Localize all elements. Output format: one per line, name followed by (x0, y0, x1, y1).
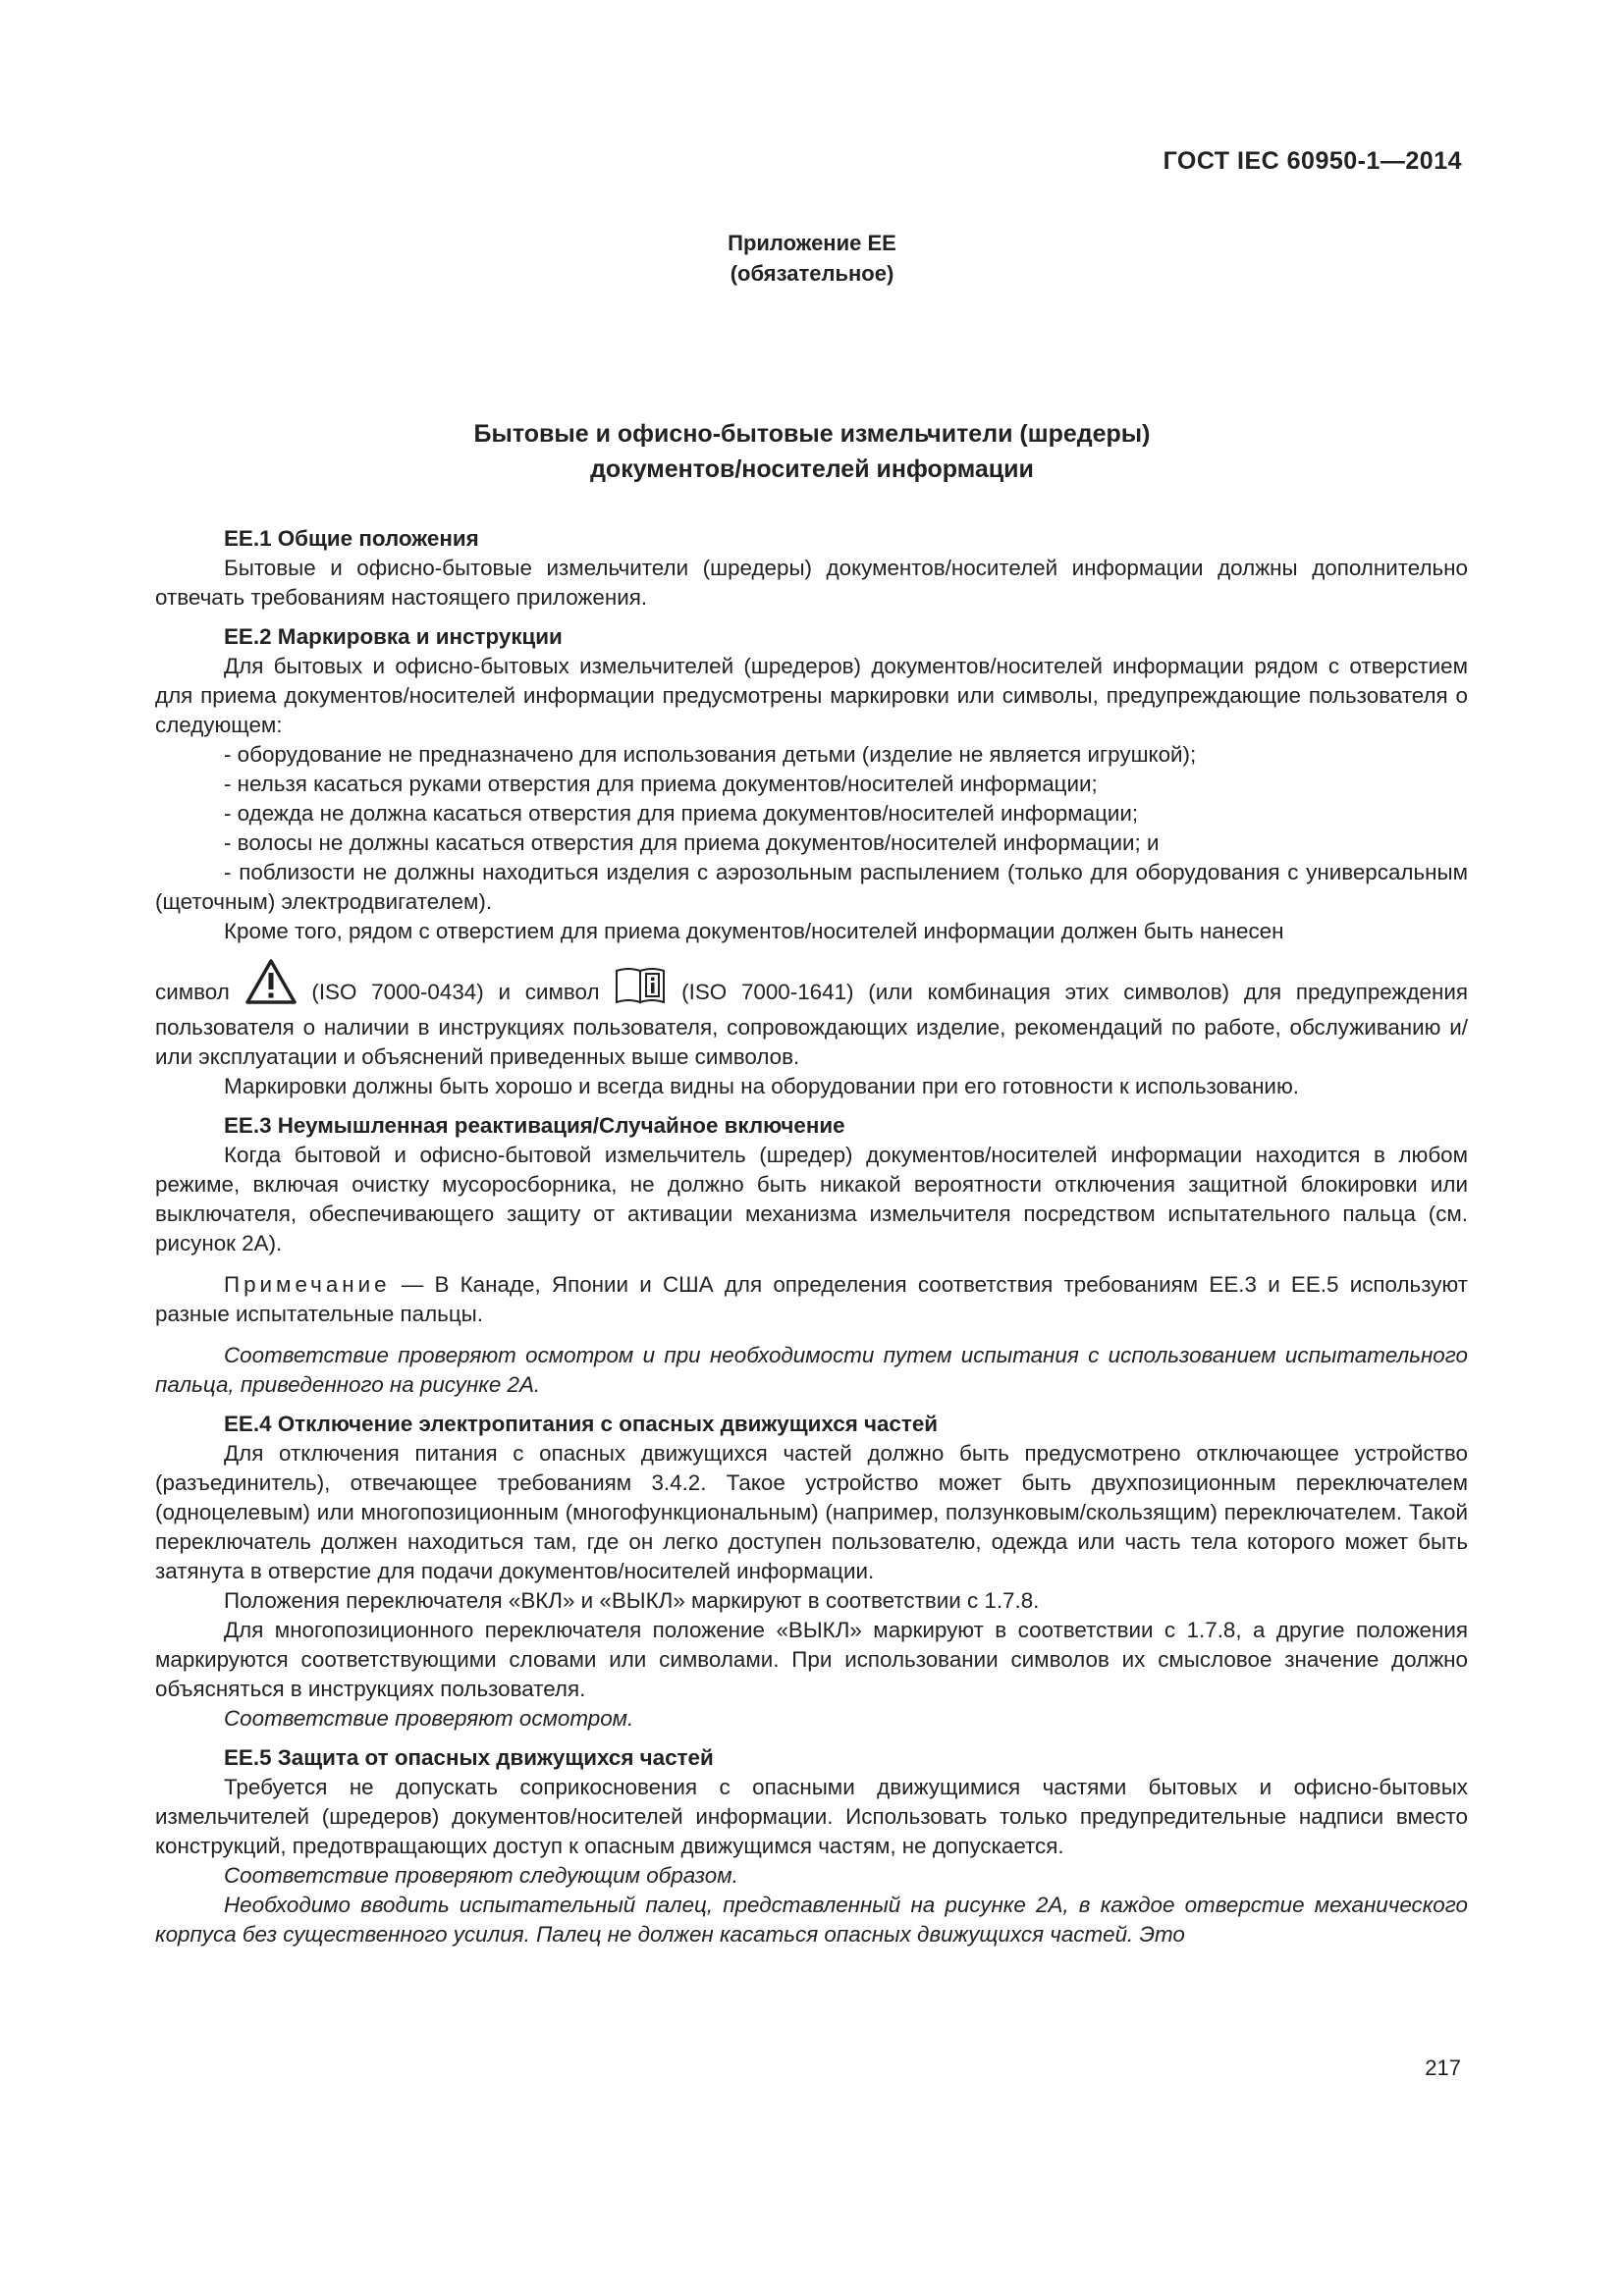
section-ee4-heading: ЕЕ.4 Отключение электропитания с опасных движущихся частей (224, 1412, 939, 1436)
note-text: — В Канаде, Японии и США для определения соответствия требованиям ЕЕ.3 и ЕЕ.5 используют разные испытательные пальцы. (155, 1272, 1468, 1326)
section-ee3-compliance: Соответствие проверяют осмотром и при необходимости путем испытания с использованием испытательного пальца, приведенного на рисунке 2А. (155, 1343, 1468, 1397)
warning-triangle-icon (244, 958, 298, 1013)
section-ee2-heading: ЕЕ.2 Маркировка и инструкции (224, 624, 563, 649)
symbols-paragraph (155, 958, 1468, 1072)
list-item: - поблизости не должны находиться изделия с аэрозольным распылением (только для оборудования с универсальным (щеточным) электродвигателем). (155, 860, 1468, 914)
list-item: - одежда не должна касаться отверстия для приема документов/носителей информации; (224, 801, 1139, 826)
section-ee5-paragraph-2: Необходимо вводить испытательный палец, представленный на рисунке 2А, в каждое отверстие механического корпуса без существенного усилия. Палец не должен касаться опасных движущихся частей. Это (155, 1893, 1468, 1947)
annex-title: Приложение ЕЕ (728, 231, 896, 255)
section-ee1-paragraph: Бытовые и офисно-бытовые измельчители (шредеры) документов/носителей информации должны дополнительно отвечать требованиям настоящего приложения. (155, 556, 1468, 610)
note-label: Примечание (224, 1272, 391, 1297)
document-body (155, 524, 1468, 1949)
annex-heading (0, 228, 1624, 289)
section-ee5-compliance: Соответствие проверяют следующим образом. (224, 1863, 738, 1888)
section-ee4-paragraph-1: Для отключения питания с опасных движущихся частей должно быть предусмотрено отключающее устройство (разъединитель), отвечающее требованиям 3.4.2. Такое устройство может быть двухпозиционным переключателем (одноцелевым) или многопозиционным (многофункциональным) (например, ползунковым/скользящим) переключателем. Такой переключатель должен находиться там, где он легко доступен пользователю, одежда или часть тела которого может быть затянута в отверстие для подачи документов/носителей информации. (155, 1441, 1468, 1583)
section-ee4-compliance: Соответствие проверяют осмотром. (224, 1706, 634, 1731)
list-item: - нельзя касаться руками отверстия для приема документов/носителей информации; (224, 772, 1098, 796)
section-ee3-paragraph: Когда бытовой и офисно-бытовой измельчитель (шредер) документов/носителей информации находится в любом режиме, включая очистку мусоросборника, не должно быть никакой вероятности отключения защитной блокировки или выключателя, обеспечивающего защиту от активации механизма измельчителя посредством испытательного пальца (см. рисунок 2А). (155, 1143, 1468, 1255)
section-ee2-paragraph-1: Для бытовых и офисно-бытовых измельчителей (шредеров) документов/носителей информации рядом с отверстием для приема документов/носителей информации предусмотрены маркировки или символы, предупреждающие пользователя о следующем: (155, 654, 1468, 737)
title-line-2: документов/носителей информации (590, 455, 1034, 483)
consult-instructions-icon (614, 966, 667, 1013)
section-ee3-heading: ЕЕ.3 Неумышленная реактивация/Случайное включение (224, 1113, 845, 1138)
section-ee4-paragraph-2: Положения переключателя «ВКЛ» и «ВЫКЛ» маркируют в соответствии с 1.7.8. (224, 1588, 1040, 1613)
page-number: 217 (1425, 2056, 1461, 2080)
symbols-text-c: (ISO 7000-1641) (или комбинация этих символов) для предупреждения пользователя о наличии в инструкциях пользователя, сопровождающих изделие, рекомендаций по работе, обслуживанию и/или эксплуатации и объяснений приведенных выше символов. (155, 980, 1468, 1069)
section-ee5-paragraph-1: Требуется не допускать соприкосновения с опасными движущимися частями бытовых и офисно-бытовых измельчителей (шредеров) документов/носителей информации. Использовать только предупредительные надписи вместо конструкций, предотвращающих доступ к опасным движущимся частям, не допускается. (155, 1775, 1468, 1858)
note (155, 1270, 1468, 1329)
document-code: ГОСТ IEC 60950-1—2014 (1163, 147, 1462, 175)
list-item: - оборудование не предназначено для использования детьми (изделие не является игрушкой); (224, 742, 1197, 767)
symbols-text-b: (ISO 7000-0434) и символ (311, 980, 600, 1004)
symbols-text-a: символ (155, 980, 230, 1004)
section-ee2-paragraph-2: Кроме того, рядом с отверстием для приема документов/носителей информации должен быть нанесен (224, 919, 1284, 943)
list-item: - волосы не должны касаться отверстия для приема документов/носителей информации; и (224, 830, 1160, 855)
section-ee4-paragraph-3: Для многопозиционного переключателя положение «ВЫКЛ» маркируют в соответствии с 1.7.8, а другие положения маркируются соответствующими словами или символами. При использовании символов их смысловое значение должно объясняться в инструкциях пользователя. (155, 1618, 1468, 1701)
annex-main-title (0, 416, 1624, 487)
section-ee1-heading: ЕЕ.1 Общие положения (224, 526, 479, 551)
title-line-1: Бытовые и офисно-бытовые измельчители (шредеры) (473, 420, 1151, 448)
annex-status: (обязательное) (730, 261, 894, 286)
section-ee5-heading: ЕЕ.5 Защита от опасных движущихся частей (224, 1745, 714, 1770)
section-ee2-paragraph-3: Маркировки должны быть хорошо и всегда видны на оборудовании при его готовности к использованию. (224, 1074, 1299, 1098)
